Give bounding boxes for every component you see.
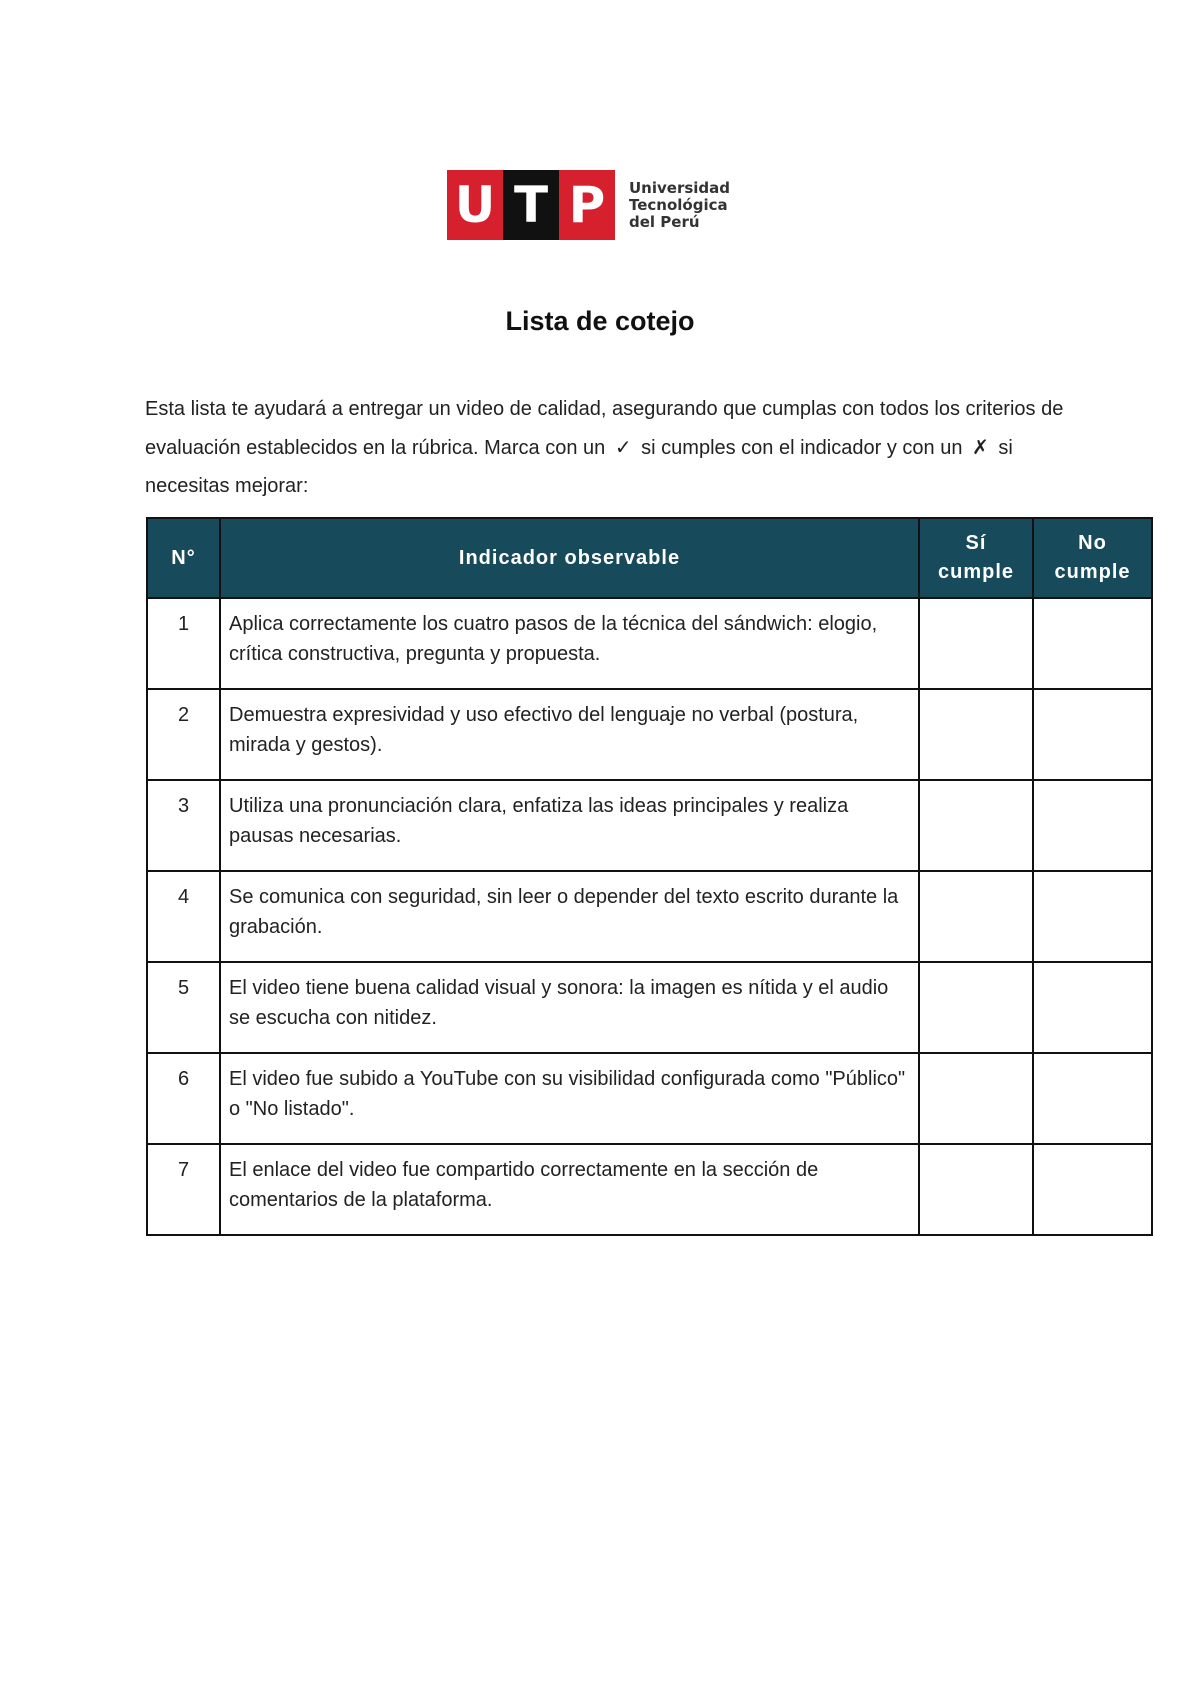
yes-check-cell[interactable] bbox=[919, 1053, 1033, 1144]
logo-letter-t: T bbox=[503, 170, 559, 240]
no-check-cell[interactable] bbox=[1033, 780, 1152, 871]
checklist-table bbox=[146, 517, 1153, 1236]
row-indicator: El enlace del video fue compartido correctamente en la sección de comentarios de la plataforma. bbox=[220, 1144, 919, 1235]
header-yes-line: Sí bbox=[965, 532, 987, 554]
header-yes-line: cumple bbox=[937, 561, 1015, 583]
logo-text-line: Universidad bbox=[629, 178, 731, 197]
header-indicator: Indicador observable bbox=[220, 518, 919, 598]
utp-logo bbox=[447, 170, 730, 240]
intro-paragraph bbox=[145, 390, 1080, 505]
row-indicator: Demuestra expresividad y uso efectivo del lenguaje no verbal (postura, mirada y gestos). bbox=[220, 689, 919, 780]
yes-check-cell[interactable] bbox=[919, 780, 1033, 871]
no-check-cell[interactable] bbox=[1033, 1144, 1152, 1235]
yes-check-cell[interactable] bbox=[919, 871, 1033, 962]
logo-letter-blocks bbox=[447, 170, 615, 240]
table-row bbox=[147, 962, 1152, 1053]
yes-check-cell[interactable] bbox=[919, 598, 1033, 689]
no-check-cell[interactable] bbox=[1033, 1053, 1152, 1144]
yes-check-cell[interactable] bbox=[919, 689, 1033, 780]
row-number: 6 bbox=[147, 1053, 220, 1144]
row-number: 7 bbox=[147, 1144, 220, 1235]
header-no-line: cumple bbox=[1054, 561, 1131, 583]
table-row bbox=[147, 1144, 1152, 1235]
row-number: 2 bbox=[147, 689, 220, 780]
no-check-cell[interactable] bbox=[1033, 962, 1152, 1053]
row-indicator: El video fue subido a YouTube con su visibilidad configurada como "Público" o "No listado". bbox=[220, 1053, 919, 1144]
row-number: 1 bbox=[147, 598, 220, 689]
header-no-line: No bbox=[1078, 532, 1107, 554]
header-yes bbox=[919, 518, 1033, 598]
page-title: Lista de cotejo bbox=[505, 306, 695, 336]
row-indicator: Se comunica con seguridad, sin leer o depender del texto escrito durante la grabación. bbox=[220, 871, 919, 962]
intro-text: Esta lista te ayudará a entregar un video de calidad, asegurando que cumplas con todos los criterios de evaluación establecidos en la rúbrica. Marca con un bbox=[145, 398, 1064, 459]
logo-letter-p: P bbox=[559, 170, 615, 240]
logo-wordmark bbox=[629, 180, 730, 231]
no-check-cell[interactable] bbox=[1033, 871, 1152, 962]
logo-letter-u: U bbox=[447, 170, 503, 240]
check-mark-icon: ✓ bbox=[614, 435, 632, 459]
row-indicator: Aplica correctamente los cuatro pasos de la técnica del sándwich: elogio, crítica constructiva, pregunta y propuesta. bbox=[220, 598, 919, 689]
table-row bbox=[147, 598, 1152, 689]
row-number: 5 bbox=[147, 962, 220, 1053]
table-row bbox=[147, 780, 1152, 871]
row-indicator: El video tiene buena calidad visual y sonora: la imagen es nítida y el audio se escucha con nitidez. bbox=[220, 962, 919, 1053]
table-row bbox=[147, 871, 1152, 962]
table-header-row bbox=[147, 518, 1152, 598]
header-number: N° bbox=[147, 518, 220, 598]
yes-check-cell[interactable] bbox=[919, 1144, 1033, 1235]
logo-text-line: del Perú bbox=[629, 212, 700, 231]
row-indicator: Utiliza una pronunciación clara, enfatiza las ideas principales y realiza pausas necesarias. bbox=[220, 780, 919, 871]
header-no bbox=[1033, 518, 1152, 598]
table-row bbox=[147, 689, 1152, 780]
yes-check-cell[interactable] bbox=[919, 962, 1033, 1053]
intro-text: si necesitas mejorar: bbox=[145, 437, 1013, 497]
table-row bbox=[147, 1053, 1152, 1144]
row-number: 4 bbox=[147, 871, 220, 962]
logo-text-line: Tecnológica bbox=[629, 195, 728, 214]
no-check-cell[interactable] bbox=[1033, 689, 1152, 780]
cross-mark-icon: ✗ bbox=[972, 435, 989, 459]
no-check-cell[interactable] bbox=[1033, 598, 1152, 689]
intro-text: si cumples con el indicador y con un bbox=[641, 437, 963, 459]
row-number: 3 bbox=[147, 780, 220, 871]
